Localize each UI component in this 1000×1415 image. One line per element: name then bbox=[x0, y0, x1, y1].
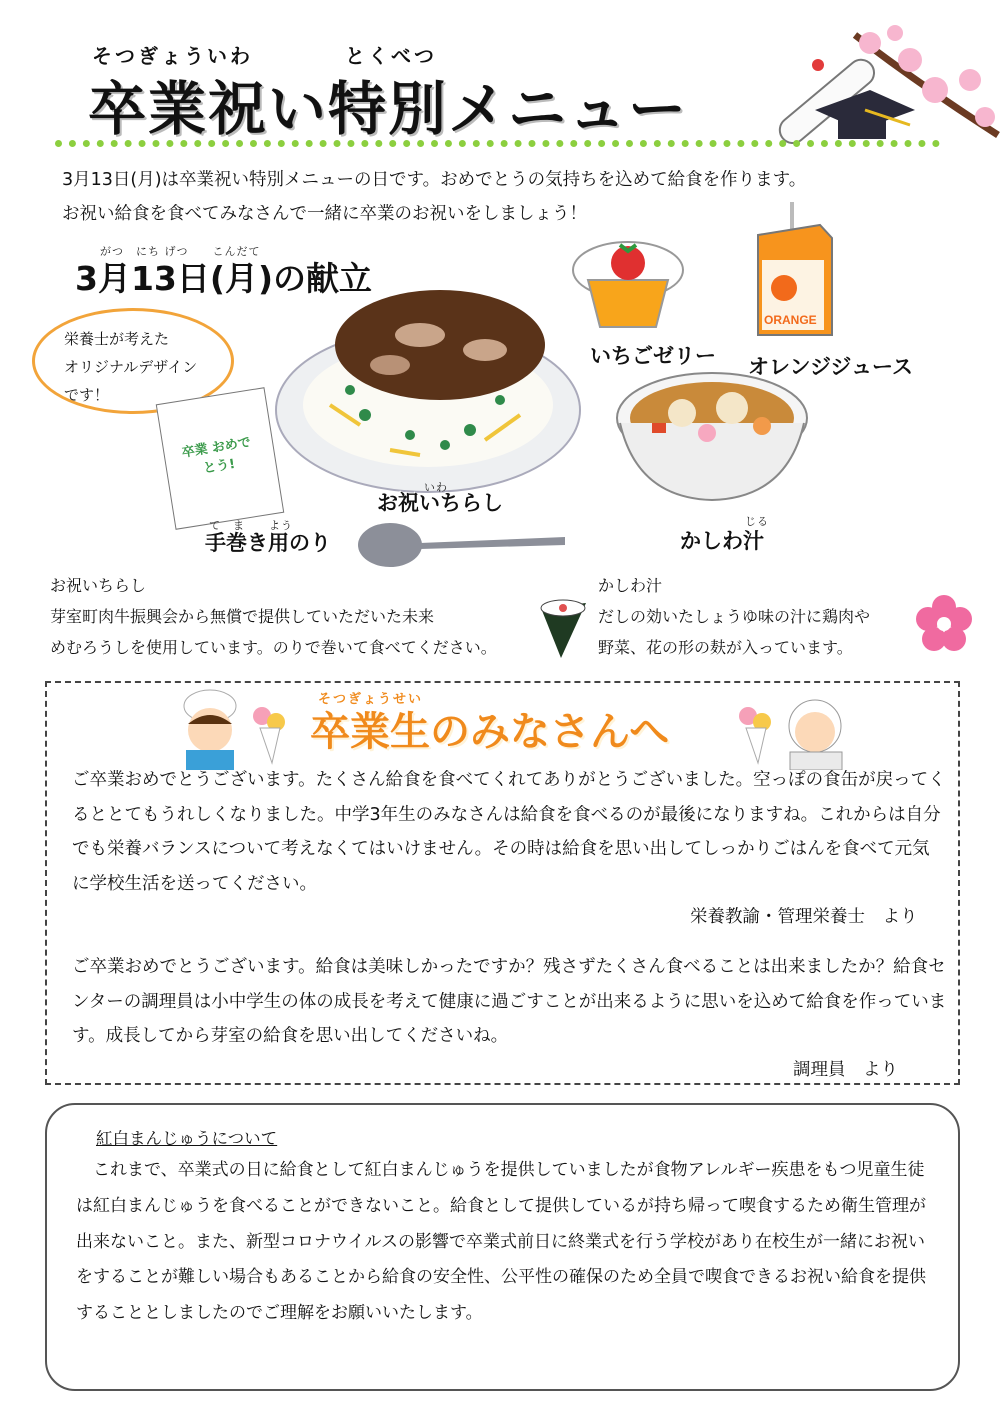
info-body: これまで、卒業式の日に給食として紅白まんじゅうを提供していましたが食物アレルギー疾患をもつ児童生徒は紅白まんじゅうを食べることができないこと。給食として提供しているが持ち帰って喫食するため衛生管理が出来ないこと。また、新型コロナウイルスの影響で卒業式前日に終業式を行う学校があり在校生が一緒にお祝いをすることが難しい場合もあることから給食の安全性、公平性の確保のため全員で喫食できるお祝い給食を提供することとしましたのでご理解をお願いいたします。 bbox=[76, 1160, 926, 1324]
chirashi-plate-illustration bbox=[270, 285, 590, 500]
desc-soup-title: かしわ汁 bbox=[598, 576, 663, 595]
menu-heading: 3月13日(月)の献立 bbox=[75, 259, 373, 298]
graduation-illustration bbox=[760, 25, 1000, 150]
ruby-jiru: じる bbox=[745, 515, 769, 528]
label-chirashi: お祝いちらし bbox=[377, 491, 503, 515]
bubble-line-1: 栄養士が考えた bbox=[64, 330, 170, 348]
bubble-line-3: です！ bbox=[64, 386, 110, 404]
juice-pack-label: ORANGE bbox=[764, 313, 817, 327]
cook-illustration bbox=[730, 688, 848, 770]
menu-heading-ruby: がつ にち げつ こんだて bbox=[100, 245, 261, 258]
kashiwa-soup-illustration bbox=[612, 368, 812, 508]
desc-chirashi bbox=[50, 570, 497, 663]
nutritionist-signature: 栄養教諭・管理栄養士 より bbox=[690, 907, 918, 927]
info-title: 紅白まんじゅうについて bbox=[96, 1129, 278, 1148]
title-ruby-1: そつぎょういわ bbox=[92, 44, 253, 68]
orange-juice-illustration bbox=[750, 200, 840, 340]
bouquet-icon-right bbox=[739, 707, 771, 763]
nori-card-text: 卒業 おめでとう! bbox=[180, 435, 252, 477]
cook-message: ご卒業おめでとうございます。給食は美味しかったですか？残さずたくさん食べることは出来ましたか？給食センターの調理員は小中学生の体の成長を考えて健康に過ごすことが出来るように思いを込めて給食を作っています。成長してから芽室の給食を思い出してくださいね。 bbox=[72, 957, 947, 1046]
flower-icon bbox=[915, 595, 973, 653]
temaki-sushi-icon bbox=[536, 598, 591, 663]
intro-line-2: お祝い給食を食べてみなさんで一緒に卒業のお祝いをしましょう！ bbox=[62, 204, 587, 224]
title-divider bbox=[55, 140, 940, 147]
bubble-line-2: オリジナルデザイン bbox=[64, 358, 198, 376]
label-nori: 手巻き用のり bbox=[205, 531, 331, 555]
ruby-iwa: いわ bbox=[424, 481, 448, 494]
page-title: 卒業祝い特別メニュー bbox=[88, 75, 689, 143]
desc-chirashi-title: お祝いちらし bbox=[50, 576, 147, 595]
desc-soup bbox=[598, 570, 870, 663]
label-juice: オレンジジュース bbox=[748, 355, 913, 379]
bubble-text bbox=[64, 325, 197, 409]
letter-heading: 卒業生のみなさんへ bbox=[310, 709, 670, 755]
intro-line-1: 3月13日(月)は卒業祝い特別メニューの日です。おめでとうの気持ちを込めて給食を作ります。 bbox=[62, 170, 807, 190]
desc-chirashi-line-1: 芽室町肉牛振興会から無償で提供していただいた未来 bbox=[50, 607, 435, 626]
nutritionist-message: ご卒業おめでとうございます。たくさん給食を食べてくれてありがとうございました。空っぽの食缶が戻ってくるととてもうれしくなりました。中学3年生のみなさんは給食を食べるのが最後になりますね。これからは自分でも栄養バランスについて考えなくてはいけません。その時は給食を思い出してしっかりごはんを食べて元気に学校生活を送ってください。 bbox=[72, 770, 946, 894]
ruby-temaki: て ま よう bbox=[209, 519, 293, 532]
label-soup: かしわ汁 bbox=[680, 529, 764, 553]
title-ruby-2: とくべつ bbox=[345, 44, 437, 68]
desc-chirashi-line-2: めむろうしを使用しています。のりで巻いて食べてください。 bbox=[50, 638, 497, 657]
desc-soup-line-2: 野菜、花の形の麸が入っています。 bbox=[598, 638, 853, 657]
label-jelly: いちごゼリー bbox=[590, 344, 716, 368]
spoon-icon bbox=[355, 515, 570, 575]
cook-signature: 調理員 より bbox=[793, 1060, 898, 1080]
bouquet-icon-left bbox=[253, 707, 285, 763]
strawberry-jelly-illustration bbox=[568, 235, 688, 335]
nutritionist-illustration bbox=[172, 688, 290, 770]
letter-heading-ruby: そつぎょうせい bbox=[318, 692, 424, 707]
desc-soup-line-1: だしの効いたしょうゆ味の汁に鶏肉や bbox=[598, 607, 871, 626]
nori-card-image bbox=[156, 387, 285, 530]
